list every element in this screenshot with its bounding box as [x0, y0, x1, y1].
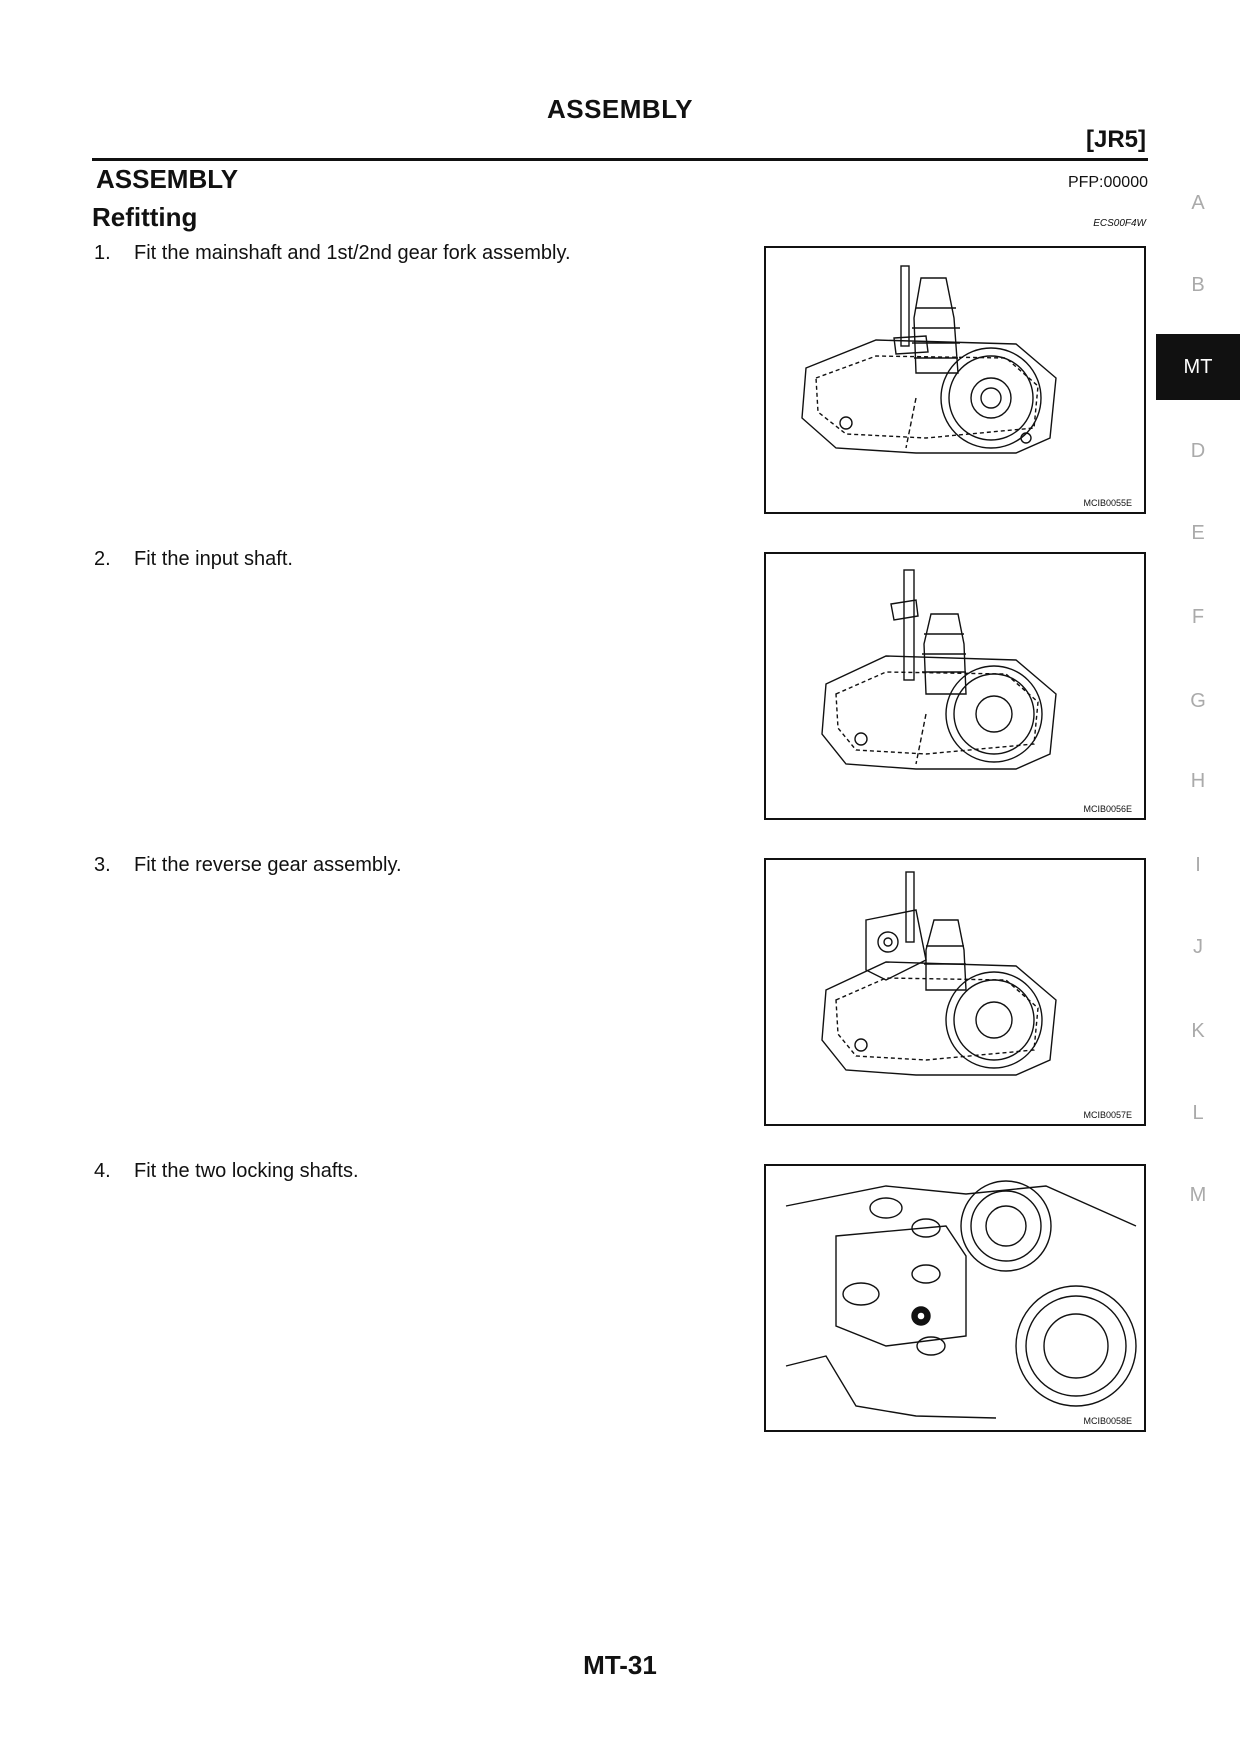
tab-i[interactable]: I: [1195, 854, 1201, 876]
figure-code: MCIB0056E: [1083, 804, 1132, 814]
section-title: ASSEMBLY: [96, 164, 239, 194]
tab-m[interactable]: M: [1189, 1184, 1207, 1206]
figure-4: [764, 1164, 1146, 1432]
figure-3: [764, 858, 1146, 1126]
figure-code: MCIB0055E: [1083, 498, 1132, 508]
tab-g[interactable]: G: [1190, 690, 1206, 712]
section-code: [JR5]: [1085, 126, 1146, 153]
step-text: Fit the reverse gear assembly.: [134, 854, 402, 876]
tab-l[interactable]: L: [1192, 1102, 1204, 1124]
gearbox-input-shaft-illustration: [766, 554, 1144, 818]
step-number: 1.: [94, 242, 111, 264]
figure-code: MCIB0057E: [1083, 1110, 1132, 1120]
step-1: [94, 242, 571, 265]
step-text: Fit the mainshaft and 1st/2nd gear fork assembly.: [134, 242, 571, 264]
tab-mt[interactable]: MT: [1156, 334, 1240, 400]
step-2: [94, 548, 293, 571]
tab-e[interactable]: E: [1191, 522, 1205, 544]
step-text: Fit the two locking shafts.: [134, 1160, 359, 1182]
step-number: 3.: [94, 854, 111, 876]
reference-code: ECS00F4W: [1093, 218, 1146, 229]
tab-h[interactable]: H: [1190, 770, 1206, 792]
tab-k[interactable]: K: [1191, 1020, 1205, 1042]
pfp-code: PFP:00000: [1067, 174, 1148, 191]
gearbox-mainshaft-illustration: [766, 248, 1144, 512]
tab-a[interactable]: A: [1191, 192, 1205, 214]
gearbox-reverse-gear-illustration: [766, 860, 1144, 1124]
section-tabs: [1156, 0, 1240, 1754]
figure-2: [764, 552, 1146, 820]
page-header-title: ASSEMBLY: [546, 94, 694, 124]
header-rule: [92, 158, 1148, 161]
step-text: Fit the input shaft.: [134, 548, 293, 570]
page-number: MT-31: [583, 1650, 657, 1680]
tab-f[interactable]: F: [1191, 606, 1205, 628]
tab-j[interactable]: J: [1193, 936, 1203, 958]
step-4: [94, 1160, 359, 1183]
step-number: 4.: [94, 1160, 111, 1182]
step-number: 2.: [94, 548, 111, 570]
subsection-title: Refitting: [92, 202, 198, 232]
figure-code: MCIB0058E: [1083, 1416, 1132, 1426]
tab-d[interactable]: D: [1190, 440, 1206, 462]
figure-1: [764, 246, 1146, 514]
locking-shafts-illustration: [766, 1166, 1144, 1430]
step-3: [94, 854, 402, 877]
tab-b[interactable]: B: [1191, 274, 1205, 296]
